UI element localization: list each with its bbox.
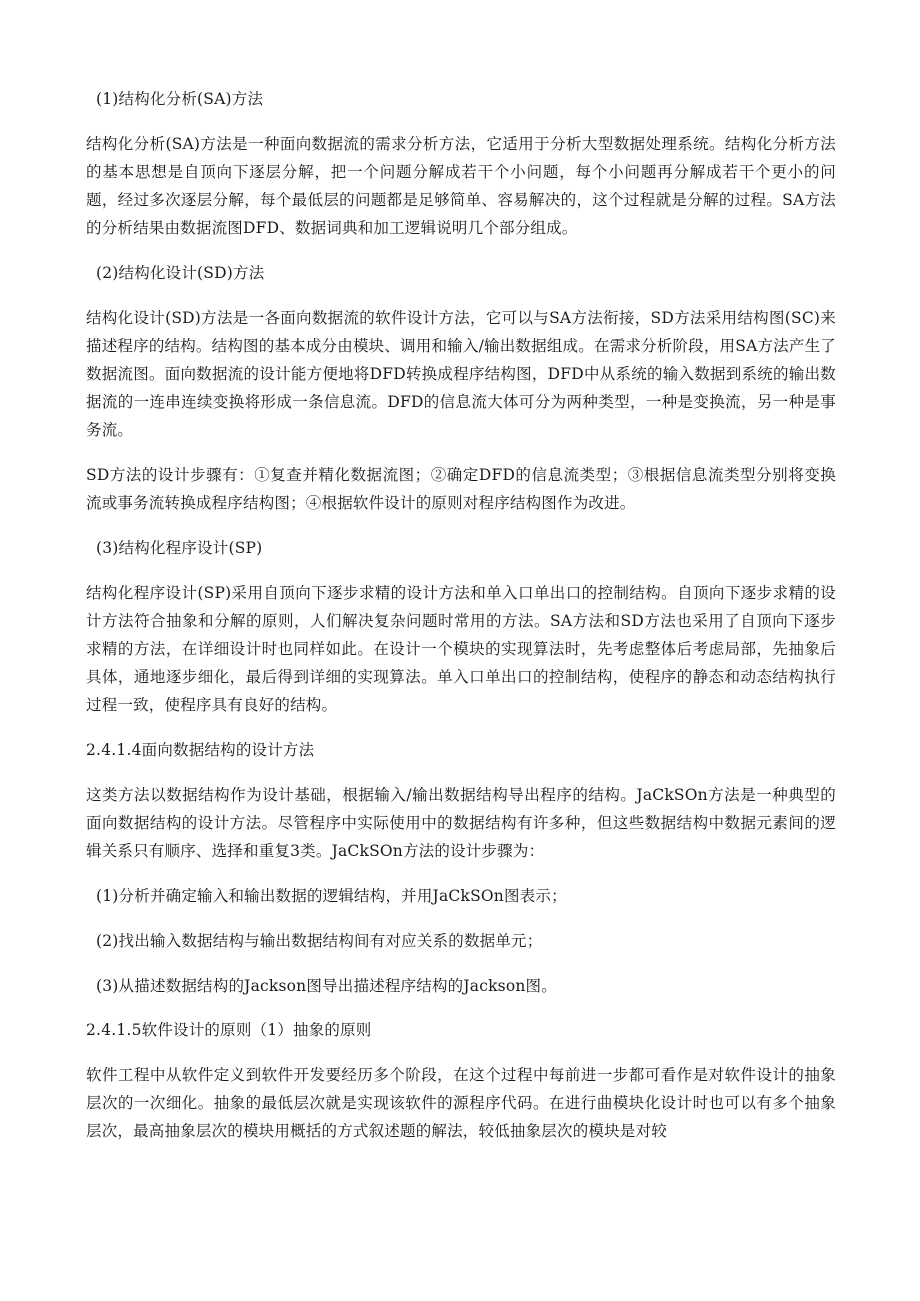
sub-heading-sd: (2)结构化设计(SD)方法 <box>96 264 265 282</box>
sub-heading-sa: (1)结构化分析(SA)方法 <box>96 90 264 108</box>
section-heading-2-4-1-4: 2.4.1.4面向数据结构的设计方法 <box>86 741 315 759</box>
paragraph-jackson-intro: 这类方法以数据结构作为设计基础，根据输入/输出数据结构导出程序的结构。JaCkSOn方法是一种典型的面向数据结构的设计方法。尽管程序中实际使用中的数据结构有许多种，但这些数据结构中数据元素间的逻辑关系只有顺序、选择和重复3类。JaCkSOn方法的设计步骤为： <box>86 786 836 860</box>
section-heading-2-4-1-5: 2.4.1.5软件设计的原则（1）抽象的原则 <box>86 1021 372 1039</box>
paragraph-sa-description: 结构化分析(SA)方法是一种面向数据流的需求分析方法，它适用于分析大型数据处理系统。结构化分析方法的基本思想是自顶向下逐层分解，把一个问题分解成若干个小问题，每个小问题再分解成若干个更小的问题，经过多次逐层分解，每个最低层的问题都是足够简单、容易解决的，这个过程就是分解的过程。SA方法的分析结果由数据流图DFD、数据词典和加工逻辑说明几个部分组成。 <box>86 135 836 237</box>
document-page <box>86 85 836 1145</box>
paragraph-sd-steps: SD方法的设计步骤有：①复查并精化数据流图；②确定DFD的信息流类型；③根据信息流类型分别将变换流或事务流转换成程序结构图；④根据软件设计的原则对程序结构图作为改进。 <box>86 466 836 512</box>
sub-heading-sp: (3)结构化程序设计(SP) <box>96 539 263 557</box>
paragraph-sd-description: 结构化设计(SD)方法是一各面向数据流的软件设计方法，它可以与SA方法衔接，SD方法采用结构图(SC)来描述程序的结构。结构图的基本成分由模块、调用和输入/输出数据组成。在需求分析阶段，用SA方法产生了数据流图。面向数据流的设计能方便地将DFD转换成程序结构图，DFD中从系统的输入数据到系统的输出数据流的一连串连续变换将形成一条信息流。DFD的信息流大体可分为两种类型，一种是变换流，另一种是事务流。 <box>86 309 836 439</box>
paragraph-sp-description: 结构化程序设计(SP)采用自顶向下逐步求精的设计方法和单入口单出口的控制结构。自顶向下逐步求精的设计方法符合抽象和分解的原则，人们解决复杂问题时常用的方法。SA方法和SD方法也采用了自顶向下逐步求精的方法，在详细设计时也同样如此。在设计一个模块的实现算法时，先考虑整体后考虑局部，先抽象后具体，通地逐步细化，最后得到详细的实现算法。单入口单出口的控制结构，使程序的静态和动态结构执行过程一致，使程序具有良好的结构。 <box>86 584 836 714</box>
list-item-step-1: (1)分析并确定输入和输出数据的逻辑结构，并用JaCkSOn图表示； <box>96 887 567 905</box>
list-item-step-3: (3)从描述数据结构的Jackson图导出描述程序结构的Jackson图。 <box>96 977 557 995</box>
list-item-step-2: (2)找出输入数据结构与输出数据结构间有对应关系的数据单元； <box>96 932 543 950</box>
paragraph-abstraction: 软件工程中从软件定义到软件开发要经历多个阶段，在这个过程中每前进一步都可看作是对软件设计的抽象层次的一次细化。抽象的最低层次就是实现该软件的源程序代码。在进行曲模块化设计时也可以有多个抽象层次，最高抽象层次的模块用概括的方式叙述题的解法，较低抽象层次的模块是对较 <box>86 1066 836 1140</box>
